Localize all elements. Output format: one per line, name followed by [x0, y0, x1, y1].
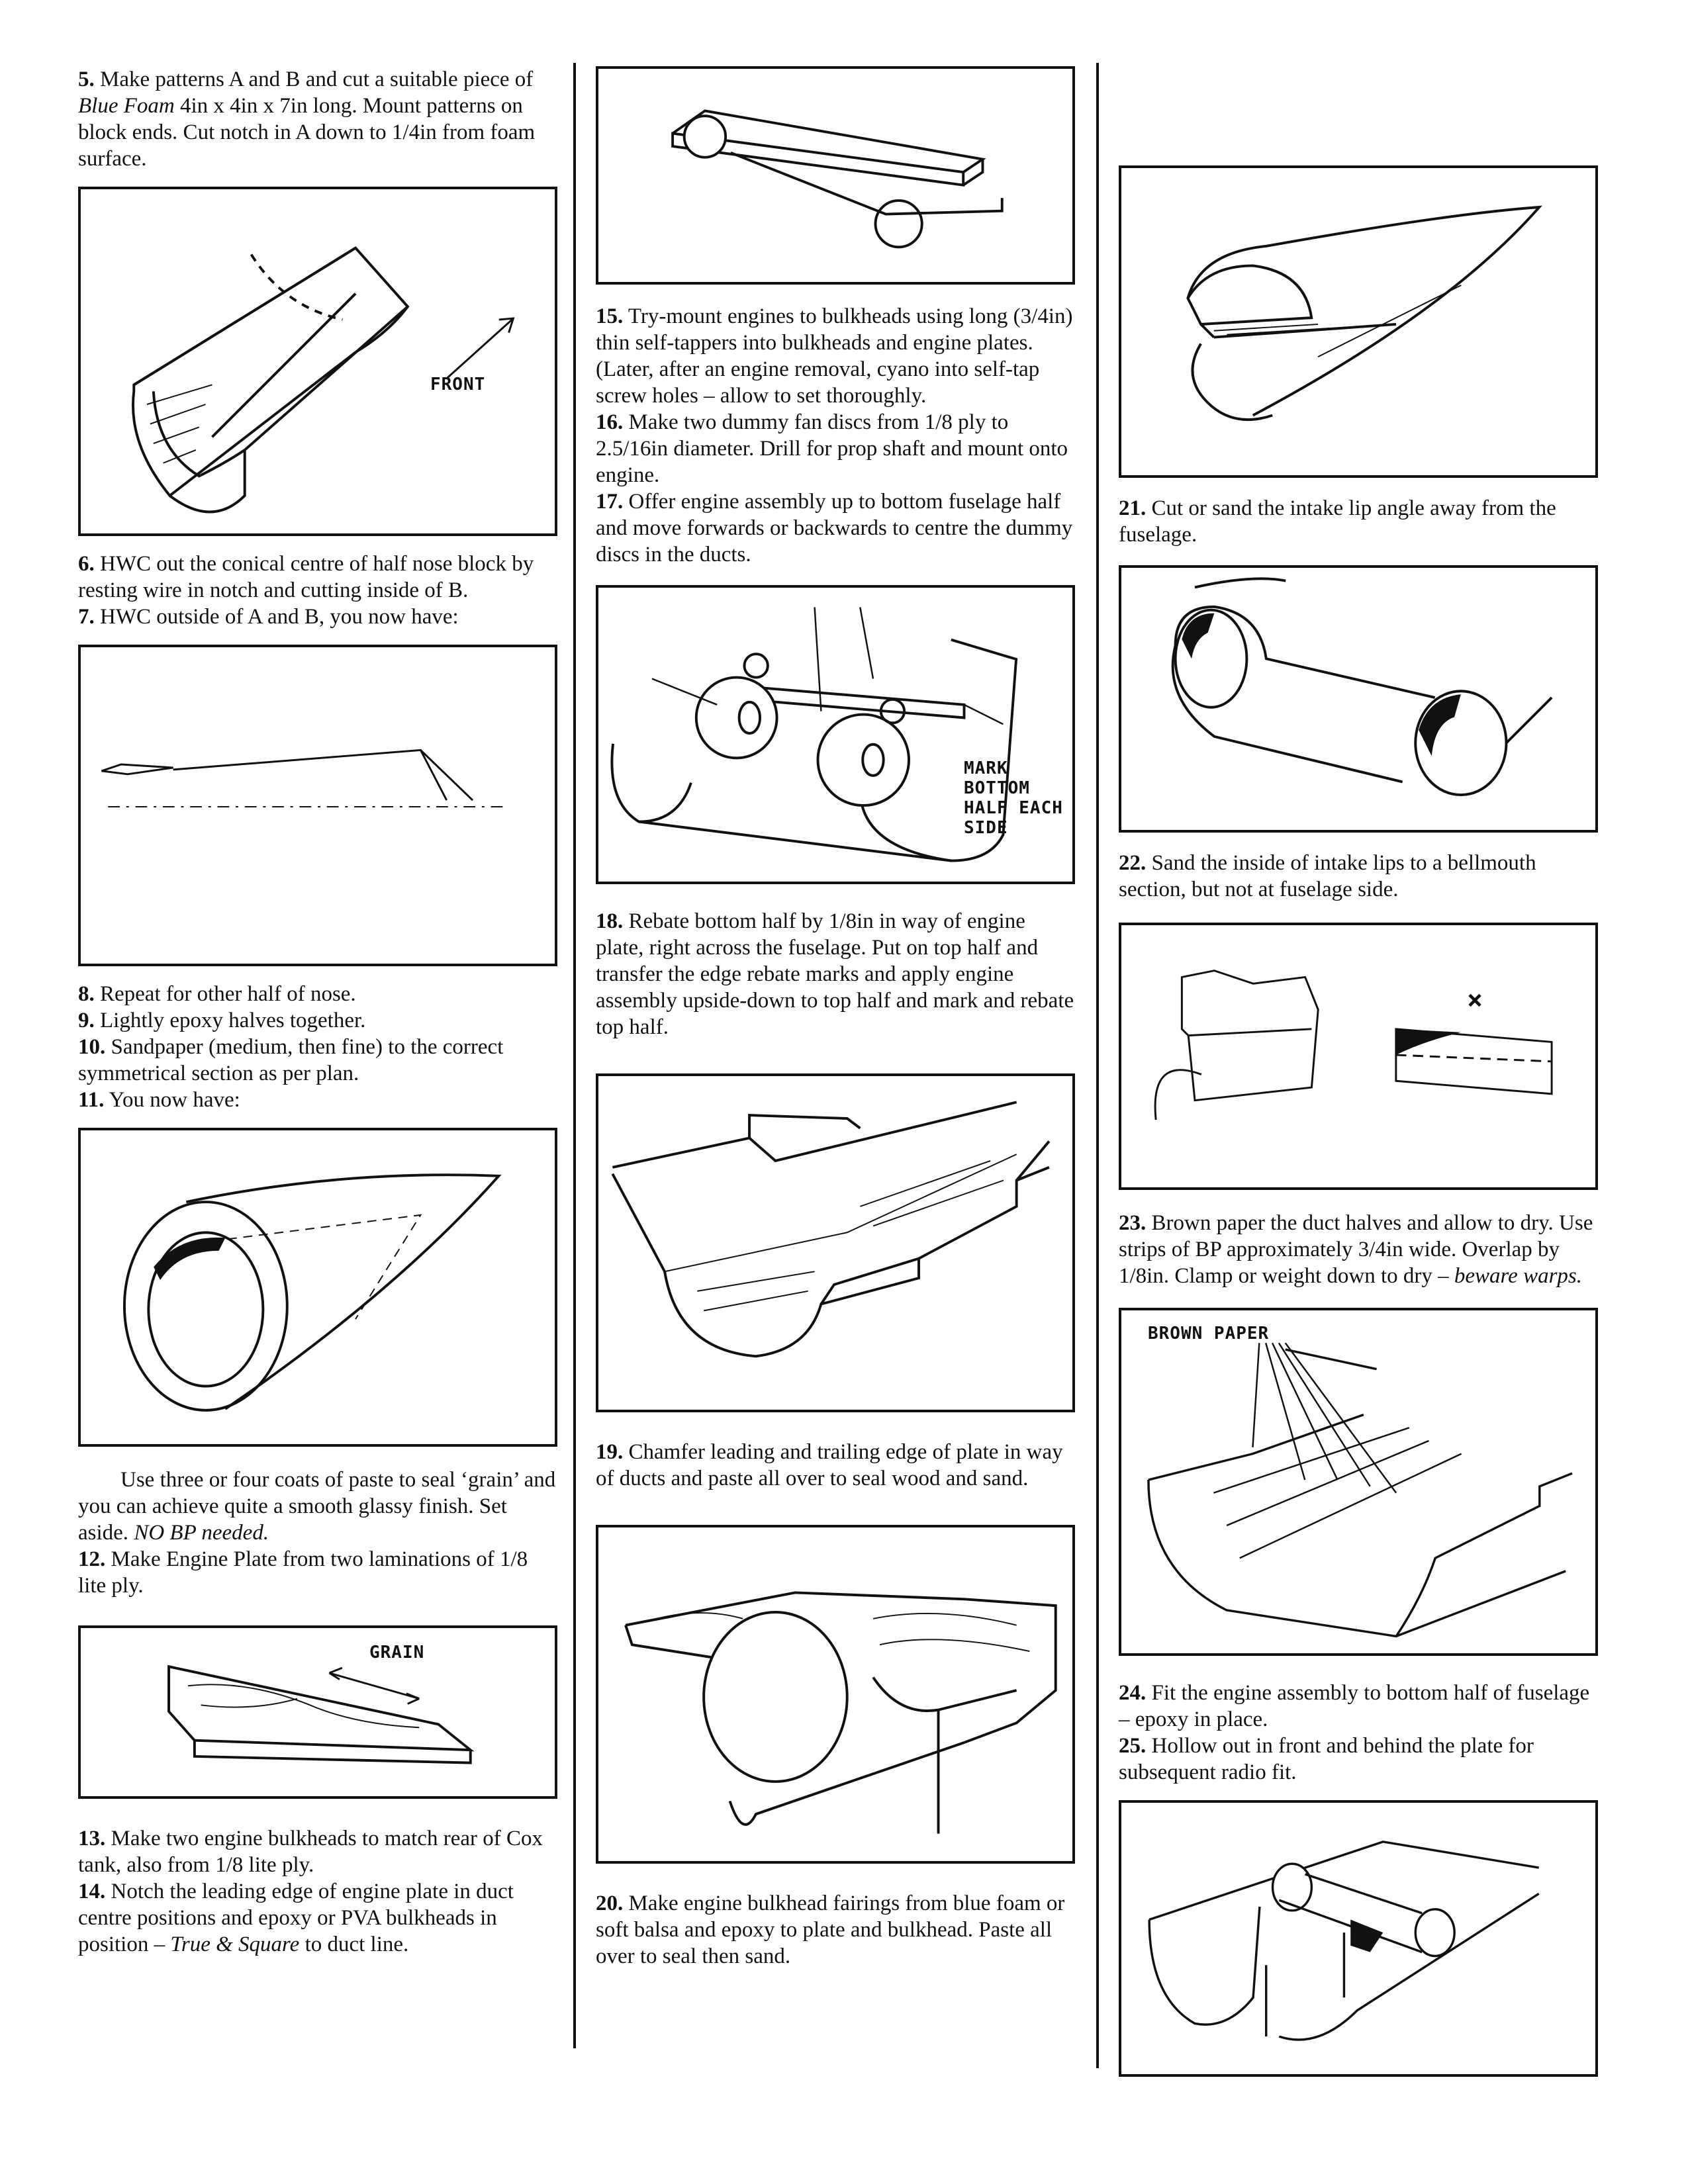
figure-bulkheads-on-plate: [596, 66, 1075, 285]
cutting-wire-illustration: [81, 647, 555, 964]
column-rule-left: [573, 63, 576, 2048]
figure-brown-paper: [1119, 1308, 1598, 1656]
step-10: 10. Sandpaper (medium, then fine) to the correct symmetrical section as per plan.: [78, 1035, 504, 1085]
step-21: 21. Cut or sand the intake lip angle away from the fuselage.: [1119, 496, 1556, 547]
step-7: 7. HWC outside of A and B, you now have:: [78, 605, 459, 629]
bulkheads-on-plate-illustration: [598, 69, 1072, 282]
figure-engine-plate: [78, 1625, 557, 1799]
column-3: [1119, 66, 1598, 2077]
front-label: FRONT: [430, 375, 486, 394]
bulkhead-fairing-illustration: [598, 1527, 1072, 1861]
figure-rebated-fuselage: [596, 1073, 1075, 1412]
figure-bellmouth-section: [1119, 923, 1598, 1190]
grain-label: GRAIN: [369, 1643, 425, 1662]
mark-bottom-label: MARK BOTTOM HALF EACH SIDE: [964, 758, 1063, 838]
step-24: 24. Fit the engine assembly to bottom half of fuselage – epoxy in place.: [1119, 1681, 1590, 1731]
step-25: 25. Hollow out in front and behind the plate for subsequent radio fit.: [1119, 1734, 1534, 1784]
intake-lip-illustration: [1121, 168, 1595, 475]
step-15: 15. Try-mount engines to bulkheads using long (3/4in) thin self-tappers into bulkheads and engine plates. (Later, after an engine removal, cyano into self-tap screw holes – allow to set thoroughly.: [596, 304, 1073, 408]
wrong-mark: ×: [1467, 985, 1484, 1015]
column-1: [78, 66, 557, 1958]
half-nose-block-illustration: [81, 189, 555, 533]
figure-radio-hollow: [1119, 1800, 1598, 2077]
intakes-illustration: [1121, 568, 1595, 830]
step-18: 18. Rebate bottom half by 1/8in in way of engine plate, right across the fuselage. Put on top half and transfer the edge rebate marks and apply engine assembly upside-down to top half and mark and rebate top half.: [596, 909, 1074, 1039]
step-19: 19. Chamfer leading and trailing edge of plate in way of ducts and paste all over to seal wood and sand.: [596, 1440, 1063, 1490]
step-13: 13. Make two engine bulkheads to match rear of Cox tank, also from 1/8 lite ply.: [78, 1827, 543, 1877]
figure-cutting-wire: [78, 645, 557, 966]
step-20: 20. Make engine bulkhead fairings from blue foam or soft balsa and epoxy to plate and bulkhead. Paste all over to seal then sand.: [596, 1891, 1065, 1968]
brown-paper-label: BROWN PAPER: [1148, 1324, 1270, 1343]
engine-plate-illustration: [81, 1628, 555, 1796]
column-rule-right: [1096, 63, 1099, 2068]
step-6: 6. HWC out the conical centre of half nose block by resting wire in notch and cutting inside of B.: [78, 552, 534, 602]
step-23: 23. Brown paper the duct halves and allow to dry. Use strips of BP approximately 3/4in wide. Overlap by 1/8in. Clamp or weight down to dry – beware warps.: [1119, 1211, 1593, 1288]
complete-nose-illustration: [81, 1130, 555, 1444]
figure-engine-assembly-in-fuselage: [596, 585, 1075, 884]
seal-note: Use three or four coats of paste to seal ‘grain’ and you can achieve quite a smooth glassy finish. Set aside. NO BP needed.: [78, 1468, 556, 1545]
radio-hollow-illustration: [1121, 1803, 1595, 2074]
column-2: [596, 66, 1075, 1970]
bellmouth-section-illustration: [1121, 925, 1595, 1187]
step-22: 22. Sand the inside of intake lips to a bellmouth section, but not at fuselage side.: [1119, 851, 1536, 901]
step-8: 8. Repeat for other half of nose.: [78, 982, 356, 1006]
brown-paper-illustration: [1121, 1310, 1595, 1653]
figure-complete-nose: [78, 1128, 557, 1447]
step-17: 17. Offer engine assembly up to bottom fuselage half and move forwards or backwards to centre the dummy discs in the ducts.: [596, 490, 1073, 567]
figure-intakes-bellmouth: [1119, 565, 1598, 833]
step-16: 16. Make two dummy fan discs from 1/8 ply to 2.5/16in diameter. Drill for prop shaft and mount onto engine.: [596, 410, 1068, 487]
step-5: 5. Make patterns A and B and cut a suitable piece of Blue Foam 4in x 4in x 7in long. Mount patterns on block ends. Cut notch in A down to 1/4in from foam surface.: [78, 68, 536, 171]
step-12: 12. Make Engine Plate from two laminations of 1/8 lite ply.: [78, 1547, 528, 1598]
step-11: 11. You now have:: [78, 1088, 240, 1112]
figure-intake-lip: [1119, 165, 1598, 478]
figure-bulkhead-fairing: [596, 1525, 1075, 1864]
figure-half-nose-block: [78, 187, 557, 536]
rebated-fuselage-illustration: [598, 1076, 1072, 1410]
step-9: 9. Lightly epoxy halves together.: [78, 1009, 366, 1032]
step-14: 14. Notch the leading edge of engine plate in duct centre positions and epoxy or PVA bulkheads in position – True & Square to duct line.: [78, 1880, 514, 1956]
